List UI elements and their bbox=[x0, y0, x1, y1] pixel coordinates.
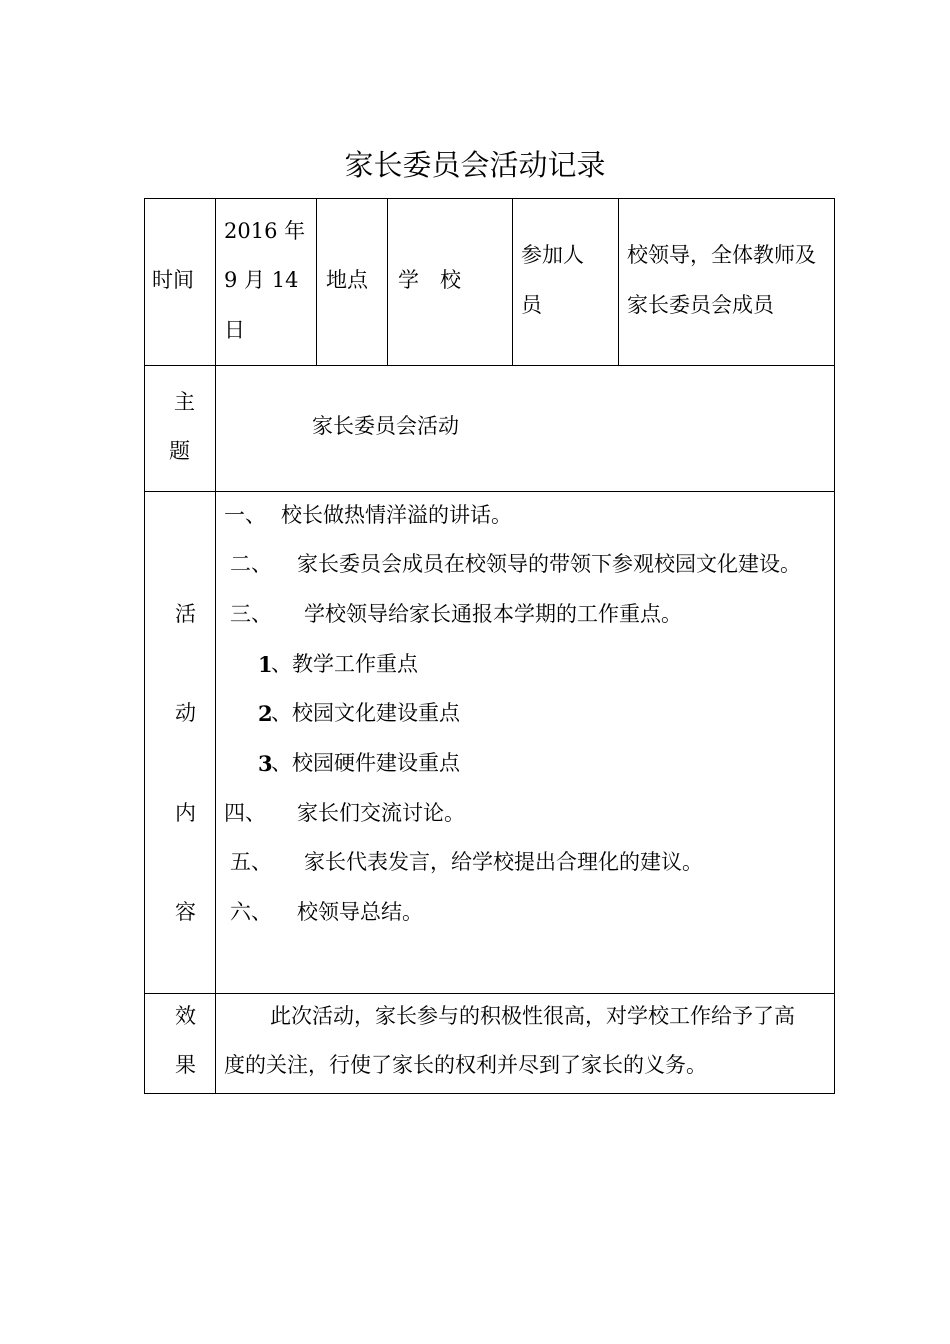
effect-line-1: 此次活动，家长参与的积极性很高，对学校工作给予了高 bbox=[270, 1004, 795, 1028]
content-label-char-4: 容 bbox=[175, 900, 196, 924]
table-border-bottom bbox=[144, 1093, 835, 1094]
item-number: 四、 bbox=[224, 801, 266, 825]
item-number: 3 bbox=[258, 751, 273, 776]
effect-label-line-2: 果 bbox=[175, 1053, 196, 1077]
place-value: 学 校 bbox=[398, 268, 461, 292]
page-title: 家长委员会活动记录 bbox=[344, 148, 606, 182]
table-col-divider-date bbox=[316, 198, 317, 366]
table-col-divider-place-label bbox=[387, 198, 388, 366]
table-col-divider-attendees-label bbox=[618, 198, 619, 366]
content-label-char-1: 活 bbox=[175, 602, 196, 626]
attendees-label-line-2: 员 bbox=[521, 293, 542, 317]
item-number: 五、 bbox=[230, 850, 272, 874]
attendees-label-line-1: 参加人 bbox=[521, 243, 584, 267]
item-text: 家长委员会成员在校领导的带领下参观校园文化建设。 bbox=[297, 552, 801, 576]
item-number: 六、 bbox=[230, 900, 272, 924]
theme-label-line-1: 主 bbox=[174, 390, 195, 414]
item-text: 校长做热情洋溢的讲话。 bbox=[281, 503, 512, 527]
table-border-left bbox=[144, 198, 145, 1094]
table-divider-1 bbox=[144, 365, 835, 366]
item-text: 、教学工作重点 bbox=[271, 652, 418, 676]
effect-label-line-1: 效 bbox=[175, 1004, 196, 1028]
attendees-value-line-1: 校领导，全体教师及 bbox=[627, 243, 816, 267]
table-divider-2 bbox=[144, 491, 835, 492]
item-text: 、校园硬件建设重点 bbox=[271, 751, 460, 775]
item-number: 1 bbox=[258, 652, 273, 677]
date-line-1: 2016 年 bbox=[224, 219, 306, 243]
item-text: 家长们交流讨论。 bbox=[297, 801, 465, 825]
theme-label-line-2: 题 bbox=[169, 439, 190, 463]
place-label: 地点 bbox=[326, 268, 368, 292]
effect-line-2: 度的关注，行使了家长的权利并尽到了家长的义务。 bbox=[224, 1053, 707, 1077]
time-label: 时间 bbox=[152, 268, 194, 292]
item-text: 家长代表发言，给学校提出合理化的建议。 bbox=[304, 850, 703, 874]
date-line-3: 日 bbox=[224, 318, 245, 342]
content-label-char-2: 动 bbox=[175, 701, 196, 725]
theme-value: 家长委员会活动 bbox=[312, 414, 459, 438]
table-border-top bbox=[144, 198, 835, 199]
content-label-char-3: 内 bbox=[175, 801, 196, 825]
table-border-right bbox=[834, 198, 835, 1094]
item-number: 一、 bbox=[224, 503, 266, 527]
item-text: 、校园文化建设重点 bbox=[271, 701, 460, 725]
item-text: 校领导总结。 bbox=[297, 900, 423, 924]
item-number: 2 bbox=[258, 701, 273, 726]
item-number: 二、 bbox=[230, 552, 272, 576]
item-text: 学校领导给家长通报本学期的工作重点。 bbox=[304, 602, 682, 626]
table-col-divider-place-value bbox=[512, 198, 513, 366]
date-line-2: 9 月 14 bbox=[224, 268, 299, 292]
table-divider-3 bbox=[144, 993, 835, 994]
item-number: 三、 bbox=[230, 602, 272, 626]
table-col-divider-label bbox=[215, 198, 216, 1094]
attendees-value-line-2: 家长委员会成员 bbox=[627, 293, 774, 317]
